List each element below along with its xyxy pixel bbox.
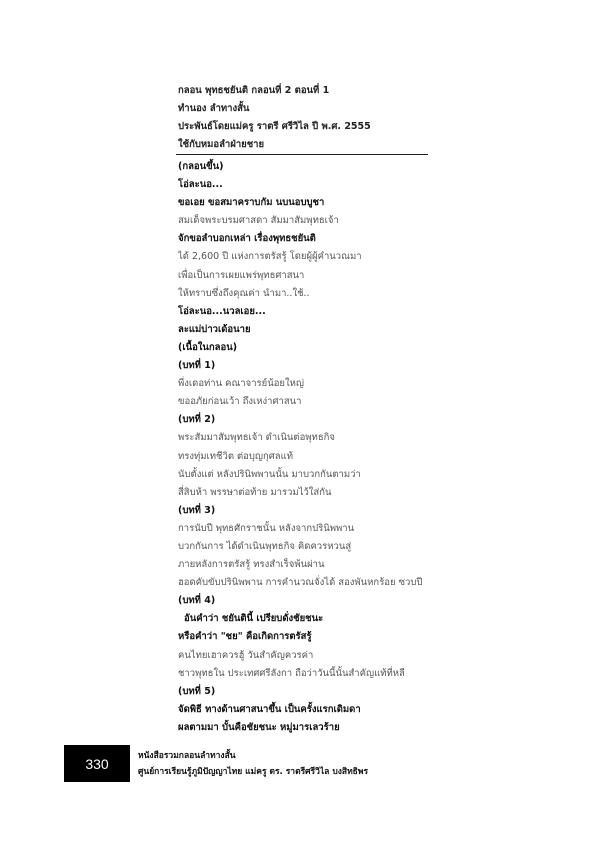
poem-line: (กลอนขึ้น) bbox=[178, 161, 224, 172]
poem-line: จัดพิธี ทางด้านศาสนาขึ้น เป็นครั้งแรกเดิมดา bbox=[178, 703, 361, 715]
poem-line: นับตั้งแต่ หลังปรินิพพานนั้น มาบวกกันตามว่า bbox=[178, 468, 361, 480]
poem-line: (บทที่ 2) bbox=[178, 414, 216, 426]
poem-line: คนไทยเฮาควรฮู้ วันสำคัญควรค่า bbox=[178, 649, 314, 661]
poem-line: สี่สิบห้า พรรษาต่อท้าย มารวมไว้ใส่กัน bbox=[178, 486, 332, 498]
poem-line: (บทที่ 4) bbox=[178, 595, 216, 607]
poem-line: เพื่อเป็นการเผยแพร่พุทธศาสนา bbox=[178, 269, 305, 281]
poem-line: โอ่ละนอ...นวลเอย... bbox=[178, 305, 266, 317]
poem-body bbox=[178, 158, 478, 737]
poem-line: พี่งเดอท่าน คณาจารย์น้อยใหญ่ bbox=[178, 378, 304, 390]
poem-title: กลอน พุทธชยันติ กลอนที่ 2 ตอนที่ 1 bbox=[178, 85, 330, 96]
footer-text bbox=[138, 748, 418, 780]
author-line: ประพันธ์โดยแม่ครู ราตรี ศรีวิไล ปี พ.ศ. 2555 bbox=[178, 121, 371, 132]
poem-line: อันคำว่า ชยันตินี้ เปรียบดั่งชัยชนะ bbox=[184, 613, 324, 625]
book-title: หนังสือรวมกลอนลำทางสั้น bbox=[138, 751, 236, 761]
poem-line: ชาวพุทธใน ประเทศศรีลังกา ถือว่าวันนี้นั้นสำคัญแท้ที่หลี bbox=[178, 667, 405, 679]
poem-line: ผลตามมา บั้นคือชัยชนะ หมู่มารเลวร้าย bbox=[178, 721, 340, 733]
poem-line: ได้ 2,600 ปี แห่งการตรัสรู้ โดยผู้ผู้คำนวณมา bbox=[178, 251, 362, 263]
poem-line: ทรงทุ่มเทชีวิต ต่อบุญกุศลแท้ bbox=[178, 450, 293, 462]
poem-line: พระสัมมาสัมพุทธเจ้า ดำเนินต่อพุทธกิจ bbox=[178, 432, 335, 444]
header-divider bbox=[176, 154, 428, 155]
poem-line: บวกกันการ ได้ดำเนินพุทธกิจ คิดควรหวนสู่ bbox=[178, 540, 352, 552]
poem-line: ฮอดคับขับปรินิพพาน การคำนวณจั่งได้ สองพันหกร้อย ซวบปี bbox=[178, 577, 423, 589]
poem-line: (บทที่ 1) bbox=[178, 360, 216, 372]
poem-line: โอ่ละนอ... bbox=[178, 179, 223, 191]
poem-line: ขออภัยก่อนเว้า ถึงเหง่าศาสนา bbox=[178, 396, 302, 408]
poem-line: (เนื้อในกลอน) bbox=[178, 341, 238, 353]
poem-line: การนับปี พุทธศักราชนั้น หลังจากปรินิพพาน bbox=[178, 522, 355, 534]
poem-line: หรือคำว่า "ชย" คือเกิดการตรัสรู้ bbox=[178, 631, 312, 643]
poem-line: ขอเอย ขอสมาคราบกัม นบนอบบูชา bbox=[178, 197, 325, 209]
poem-line: (บทที่ 5) bbox=[178, 685, 216, 697]
poem-line: (บทที่ 3) bbox=[178, 504, 216, 516]
performer-note: ใช้กับหมอลำฝ่ายชาย bbox=[178, 139, 265, 150]
poem-line: ให้ทราบซึ่งถึงคุณค่า นำมา..ใช้.. bbox=[178, 287, 310, 299]
poem-line: สมเด็จพระบรมศาสดา สัมมาสัมพุทธเจ้า bbox=[178, 215, 339, 227]
poem-header bbox=[178, 82, 428, 154]
poem-line: จักขอลำบอกเหล่า เรื่องพุทธชยันติ bbox=[178, 233, 316, 245]
publisher-line: ศูนย์การเรียนรู้ภูมิปัญญาไทย แม่ครู ดร. ราตรีศรีวิไล บงสิทธิพร bbox=[138, 767, 369, 777]
poem-line: ภายหลังการตรัสรู้ ทรงสำเร็จพ้นผ่าน bbox=[178, 559, 325, 571]
melody-label: ทำนอง ลำทางสั้น bbox=[178, 103, 250, 114]
page-number: 330 bbox=[85, 755, 109, 772]
poem-line: ละแม่บ่าวเด้อนาย bbox=[178, 323, 251, 335]
page-number-box bbox=[64, 745, 130, 782]
